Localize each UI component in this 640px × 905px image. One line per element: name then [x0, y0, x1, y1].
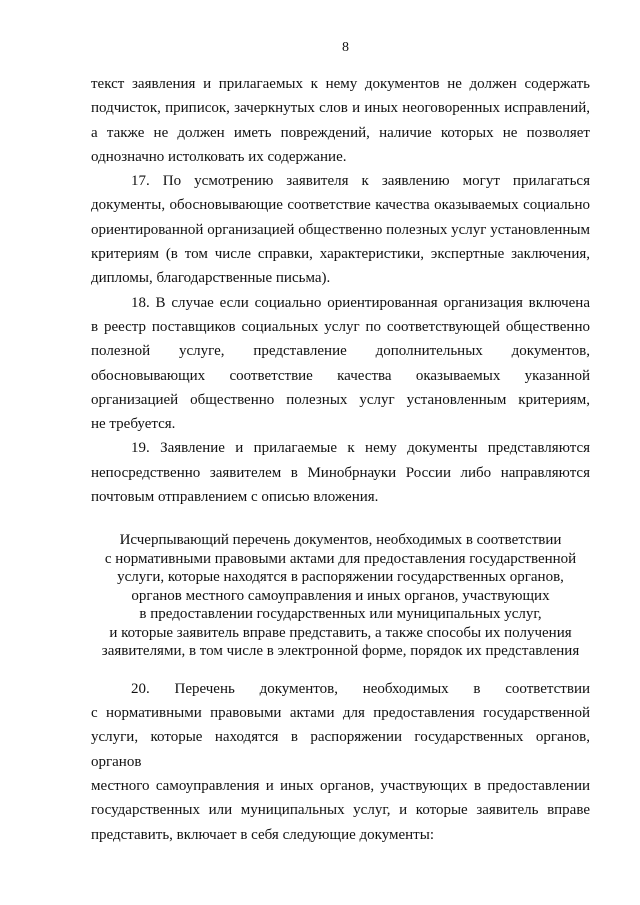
- text-line: с нормативными правовыми актами для предоставления государственной: [91, 705, 590, 722]
- paragraph-18: [91, 291, 590, 437]
- text-line: услуги, которые находятся в распоряжении государственных органов, органов: [91, 729, 590, 770]
- text-line: критериям (в том числе справки, характеристики, экспертные заключения,: [91, 246, 590, 263]
- text-line: 20. Перечень документов, необходимых в соответствии: [131, 680, 590, 697]
- text-line: подчисток, приписок, зачеркнутых слов и иных неоговоренных исправлений,: [91, 100, 590, 117]
- heading-line: с нормативными правовыми актами для предоставления государственной: [104, 550, 577, 567]
- text-line: государственных или муниципальных услуг, и которые заявитель вправе: [91, 802, 590, 819]
- text-line: однозначно истолковать их содержание.: [91, 148, 347, 165]
- paragraph-20: [91, 677, 590, 847]
- text-line: непосредственно заявителем в Минобрнауки России либо направляются: [91, 464, 590, 481]
- heading-line: в предоставлении государственных или муниципальных услуг,: [139, 606, 542, 623]
- text-line: 18. В случае если социально ориентированная организация включена: [131, 294, 590, 311]
- paragraph-continuation: [91, 72, 590, 169]
- text-line: дипломы, благодарственные письма).: [91, 270, 331, 287]
- text-line: полезной услуге, представление дополнительных документов,: [91, 343, 590, 360]
- text-line: в реестр поставщиков социальных услуг по соответствующей общественно: [91, 318, 590, 335]
- section-heading: [91, 531, 590, 661]
- paragraph-17: [91, 169, 590, 290]
- text-line: ориентированной организацией общественно полезных услуг установленным: [91, 221, 590, 238]
- heading-line: Исчерпывающий перечень документов, необходимых в соответствии: [119, 532, 562, 549]
- text-line: не требуется.: [91, 416, 176, 433]
- page-number: 8: [342, 40, 349, 55]
- heading-line: заявителями, в том числе в электронной форме, порядок их представления: [101, 643, 580, 660]
- text-line: текст заявления и прилагаемых к нему документов не должен содержать: [91, 76, 590, 92]
- text-line: документы, обосновывающие соответствие качества оказываемых социально: [91, 197, 590, 214]
- text-line: 17. По усмотрению заявителя к заявлению могут прилагаться: [131, 173, 590, 190]
- heading-line: и которые заявитель вправе представить, а также способы их получения: [109, 624, 572, 641]
- text-line: представить, включает в себя следующие документы:: [91, 826, 434, 843]
- paragraph-19: [91, 436, 590, 509]
- text-line: местного самоуправления и иных органов, участвующих в предоставлении: [91, 778, 590, 795]
- text-line: а также не должен иметь повреждений, наличие которых не позволяет: [91, 124, 590, 141]
- text-line: обосновывающих соответствие качества оказываемых указанной: [91, 367, 590, 384]
- text-line: организацией общественно полезных услуг установленным критериям,: [91, 391, 590, 408]
- text-line: 19. Заявление и прилагаемые к нему документы представляются: [131, 440, 590, 457]
- heading-line: услуги, которые находятся в распоряжении государственных органов,: [117, 569, 564, 586]
- heading-line: органов местного самоуправления и иных органов, участвующих: [131, 587, 550, 604]
- text-line: почтовым отправлением с описью вложения.: [91, 489, 379, 506]
